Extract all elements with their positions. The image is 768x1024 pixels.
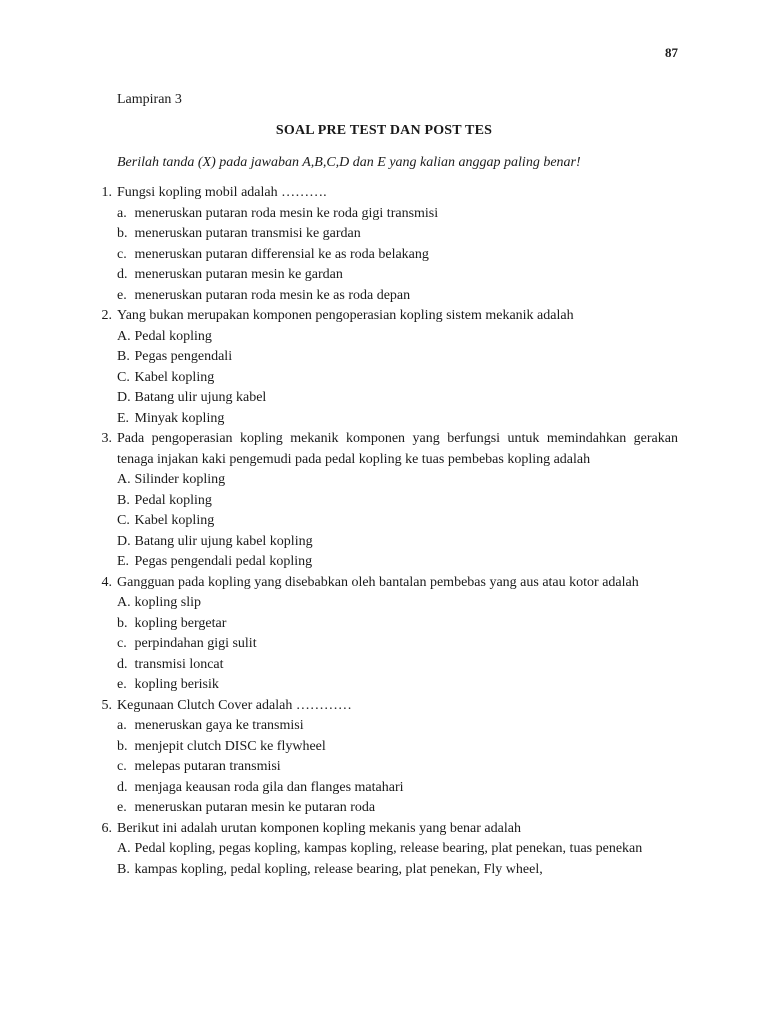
option-letter: d. xyxy=(117,267,128,282)
answer-option xyxy=(117,552,678,573)
option-text: Batang ulir ujung kabel kopling xyxy=(134,533,313,549)
option-text: transmisi loncat xyxy=(134,656,224,672)
answer-option xyxy=(117,347,678,368)
option-letter: C. xyxy=(117,369,130,385)
option-text: kopling berisik xyxy=(134,677,219,692)
option-letter: b. xyxy=(117,226,128,241)
answer-option xyxy=(117,778,678,799)
answer-option xyxy=(117,224,678,245)
answer-option xyxy=(117,675,678,696)
instruction-text: Berilah tanda (X) pada jawaban A,B,C,D dan E yang kalian anggap paling benar! xyxy=(117,155,581,170)
option-text: meneruskan putaran mesin ke gardan xyxy=(134,267,343,282)
answer-option xyxy=(117,388,678,409)
option-text: meneruskan putaran transmisi ke gardan xyxy=(134,226,361,241)
answer-option xyxy=(117,634,678,655)
option-letter: A. xyxy=(117,595,131,610)
question-number: 5. xyxy=(101,697,112,713)
option-letter: a. xyxy=(117,205,127,221)
option-text: menjaga keausan roda gila dan flanges matahari xyxy=(134,779,404,795)
page-number: 87 xyxy=(665,45,678,60)
question-text: Fungsi kopling mobil adalah ………. xyxy=(117,185,327,200)
option-letter: C. xyxy=(117,513,130,528)
answer-option xyxy=(117,593,678,614)
option-letter: E. xyxy=(117,554,130,569)
option-text: menjepit clutch DISC ke flywheel xyxy=(134,738,326,754)
option-text: melepas putaran transmisi xyxy=(134,759,281,774)
question xyxy=(90,696,678,819)
answer-option xyxy=(117,798,678,819)
question-list xyxy=(90,183,678,880)
question xyxy=(90,306,678,429)
option-letter: b. xyxy=(117,738,128,754)
option-text: Pedal kopling, pegas kopling, kampas kopling, release bearing, plat penekan, tuas penekan xyxy=(134,841,643,856)
option-text: Pegas pengendali xyxy=(134,349,233,364)
option-letter: d. xyxy=(117,779,128,795)
option-text: kampas kopling, pedal kopling, release bearing, plat penekan, Fly wheel, xyxy=(134,861,543,877)
question-number: 6. xyxy=(101,820,112,836)
option-letter: e. xyxy=(117,800,127,815)
question-text: Yang bukan merupakan komponen pengoperasian kopling sistem mekanik adalah xyxy=(117,308,574,323)
question xyxy=(90,183,678,306)
answer-option xyxy=(117,491,678,512)
answer-option xyxy=(117,368,678,389)
answer-option xyxy=(117,614,678,635)
option-letter: B. xyxy=(117,349,130,364)
answer-option xyxy=(117,860,678,881)
option-letter: c. xyxy=(117,636,127,651)
answer-option xyxy=(117,511,678,532)
option-letter: A. xyxy=(117,328,131,344)
answer-option xyxy=(117,470,678,491)
option-text: meneruskan putaran mesin ke putaran roda xyxy=(134,800,376,815)
answer-option xyxy=(117,409,678,430)
option-text: meneruskan putaran roda mesin ke as roda depan xyxy=(134,287,411,303)
option-letter: a. xyxy=(117,718,127,733)
option-text: Batang ulir ujung kabel xyxy=(134,390,267,405)
answer-option xyxy=(117,204,678,225)
question-number: 1. xyxy=(101,185,112,200)
question-text: Kegunaan Clutch Cover adalah ………… xyxy=(117,697,352,713)
option-text: kopling bergetar xyxy=(134,615,227,631)
question-number: 4. xyxy=(101,574,112,590)
option-text: meneruskan gaya ke transmisi xyxy=(134,718,304,733)
option-letter: D. xyxy=(117,390,131,405)
option-letter: E. xyxy=(117,410,130,426)
option-text: perpindahan gigi sulit xyxy=(134,636,257,651)
question xyxy=(90,819,678,881)
question-text: Pada pengoperasian kopling mekanik komponen yang berfungsi untuk memindahkan gerakan tenaga injakan kaki pengemudi pada pedal kopling ke tuas pembebas kopling adalah xyxy=(117,431,678,467)
option-letter: b. xyxy=(117,615,128,631)
answer-option xyxy=(117,265,678,286)
option-text: Pedal kopling xyxy=(134,492,212,508)
option-text: kopling slip xyxy=(134,595,202,610)
option-text: meneruskan putaran differensial ke as roda belakang xyxy=(134,246,429,262)
answer-option xyxy=(117,327,678,348)
question-text: Gangguan pada kopling yang disebabkan oleh bantalan pembebas yang aus atau kotor adalah xyxy=(117,574,639,590)
option-text: Pedal kopling xyxy=(134,328,212,344)
answer-option xyxy=(117,839,678,860)
option-letter: d. xyxy=(117,656,128,672)
option-text: Minyak kopling xyxy=(134,410,225,426)
option-text: Kabel kopling xyxy=(134,369,215,385)
answer-option xyxy=(117,286,678,307)
question-number: 3. xyxy=(101,431,112,446)
option-letter: D. xyxy=(117,533,131,549)
answer-option xyxy=(117,757,678,778)
option-letter: c. xyxy=(117,246,127,262)
question-number: 2. xyxy=(101,308,112,323)
option-text: meneruskan putaran roda mesin ke roda gigi transmisi xyxy=(134,205,439,221)
question-text: Berikut ini adalah urutan komponen kopling mekanis yang benar adalah xyxy=(117,820,521,836)
answer-option xyxy=(117,737,678,758)
answer-option xyxy=(117,716,678,737)
answer-option xyxy=(117,245,678,266)
appendix-label: Lampiran 3 xyxy=(117,92,182,107)
answer-option xyxy=(117,655,678,676)
option-letter: e. xyxy=(117,677,127,692)
option-text: Pegas pengendali pedal kopling xyxy=(134,554,313,569)
question xyxy=(90,573,678,696)
page-title: SOAL PRE TEST DAN POST TES xyxy=(275,123,493,138)
option-text: Kabel kopling xyxy=(134,513,215,528)
option-text: Silinder kopling xyxy=(134,472,226,487)
question xyxy=(90,429,678,573)
option-letter: A. xyxy=(117,841,131,856)
option-letter: B. xyxy=(117,492,130,508)
answer-option xyxy=(117,532,678,553)
option-letter: A. xyxy=(117,472,131,487)
option-letter: c. xyxy=(117,759,127,774)
option-letter: B. xyxy=(117,861,130,877)
option-letter: e. xyxy=(117,287,127,303)
